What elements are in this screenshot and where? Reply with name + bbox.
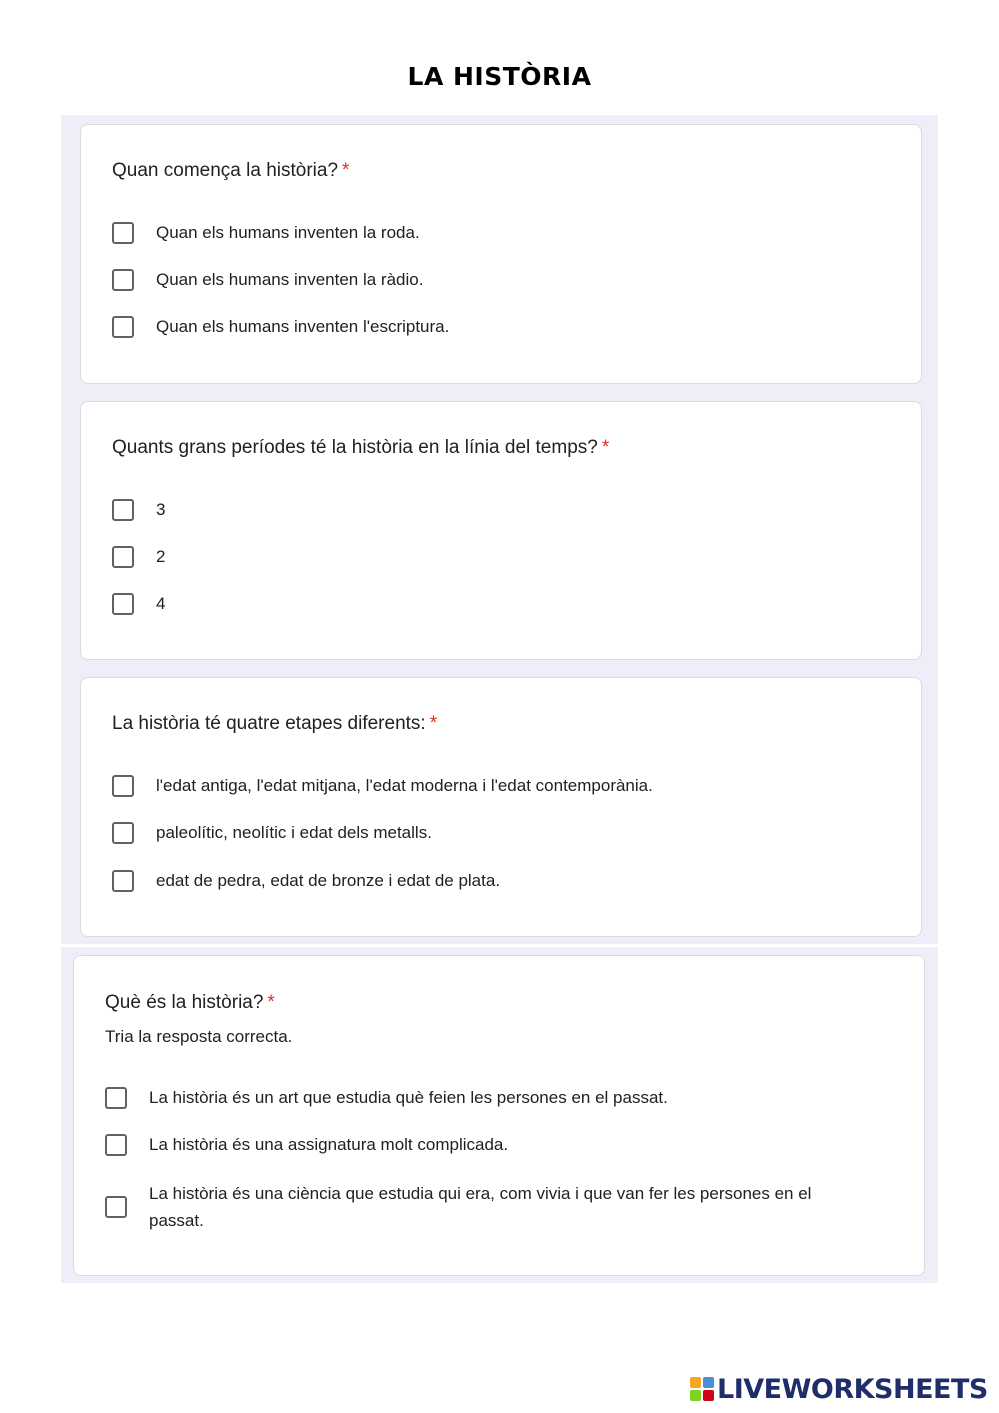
checkbox[interactable] bbox=[112, 775, 134, 797]
page-title: LA HISTÒRIA bbox=[407, 62, 592, 91]
option-label: 4 bbox=[156, 594, 166, 613]
option-label: Quan els humans inventen la ràdio. bbox=[156, 270, 424, 289]
checkbox[interactable] bbox=[112, 222, 134, 244]
option-label: paleolític, neolític i edat dels metalls. bbox=[156, 823, 432, 842]
logo-square bbox=[703, 1390, 714, 1401]
option-label: edat de pedra, edat de bronze i edat de plata. bbox=[156, 871, 501, 890]
checkbox[interactable] bbox=[112, 822, 134, 844]
question-card-4 bbox=[73, 955, 925, 1276]
logo-square bbox=[690, 1377, 701, 1388]
question-card-1 bbox=[80, 124, 922, 384]
checkbox[interactable] bbox=[112, 316, 134, 338]
required-asterisk: * bbox=[267, 992, 275, 1013]
question-title bbox=[112, 713, 437, 735]
question-text: Quan comença la història? bbox=[112, 160, 339, 181]
checkbox[interactable] bbox=[105, 1134, 127, 1156]
option-row[interactable] bbox=[112, 772, 653, 799]
liveworksheets-grid-icon bbox=[690, 1377, 714, 1401]
checkbox[interactable] bbox=[112, 269, 134, 291]
option-row[interactable] bbox=[105, 1131, 508, 1158]
liveworksheets-logo bbox=[690, 1374, 988, 1404]
option-label: La història és una assignatura molt complicada. bbox=[149, 1135, 509, 1154]
option-row[interactable] bbox=[112, 266, 423, 293]
question-text: Què és la història? bbox=[105, 992, 264, 1013]
required-asterisk: * bbox=[429, 713, 438, 734]
option-row[interactable] bbox=[112, 543, 165, 570]
option-row[interactable] bbox=[112, 313, 449, 340]
option-label: 2 bbox=[156, 547, 166, 566]
option-label: 3 bbox=[156, 500, 166, 519]
option-row[interactable] bbox=[112, 819, 432, 846]
logo-text: LIVEWORKSHEETS bbox=[717, 1373, 988, 1405]
checkbox[interactable] bbox=[112, 593, 134, 615]
option-label: La història és una ciència que estudia qui era, com vivia i que van fer les persones en el passat. bbox=[149, 1184, 812, 1230]
question-text: La història té quatre etapes diferents: bbox=[112, 713, 426, 734]
checkbox[interactable] bbox=[105, 1196, 127, 1218]
option-row[interactable] bbox=[112, 590, 165, 617]
checkbox[interactable] bbox=[105, 1087, 127, 1109]
checkbox[interactable] bbox=[112, 870, 134, 892]
question-subtitle: Tria la resposta correcta. bbox=[105, 1027, 293, 1046]
checkbox[interactable] bbox=[112, 499, 134, 521]
question-card-3 bbox=[80, 677, 922, 937]
question-title bbox=[105, 992, 275, 1014]
option-label: Quan els humans inventen la roda. bbox=[156, 223, 420, 242]
option-row[interactable] bbox=[112, 219, 420, 246]
question-card-2 bbox=[80, 401, 922, 660]
question-title bbox=[112, 437, 609, 459]
option-row[interactable] bbox=[112, 496, 165, 523]
option-row[interactable] bbox=[105, 1180, 845, 1234]
required-asterisk: * bbox=[342, 160, 350, 181]
option-label: l'edat antiga, l'edat mitjana, l'edat moderna i l'edat contemporània. bbox=[156, 776, 653, 795]
checkbox[interactable] bbox=[112, 546, 134, 568]
option-row[interactable] bbox=[105, 1084, 668, 1111]
logo-square bbox=[690, 1390, 701, 1401]
required-asterisk: * bbox=[601, 437, 610, 458]
question-text: Quants grans períodes té la història en la línia del temps? bbox=[112, 437, 598, 458]
option-label: Quan els humans inventen l'escriptura. bbox=[156, 317, 450, 336]
section-divider bbox=[61, 944, 938, 947]
option-label: La història és un art que estudia què feien les persones en el passat. bbox=[149, 1088, 668, 1107]
question-title bbox=[112, 160, 349, 182]
option-row[interactable] bbox=[112, 867, 500, 894]
logo-square bbox=[703, 1377, 714, 1388]
